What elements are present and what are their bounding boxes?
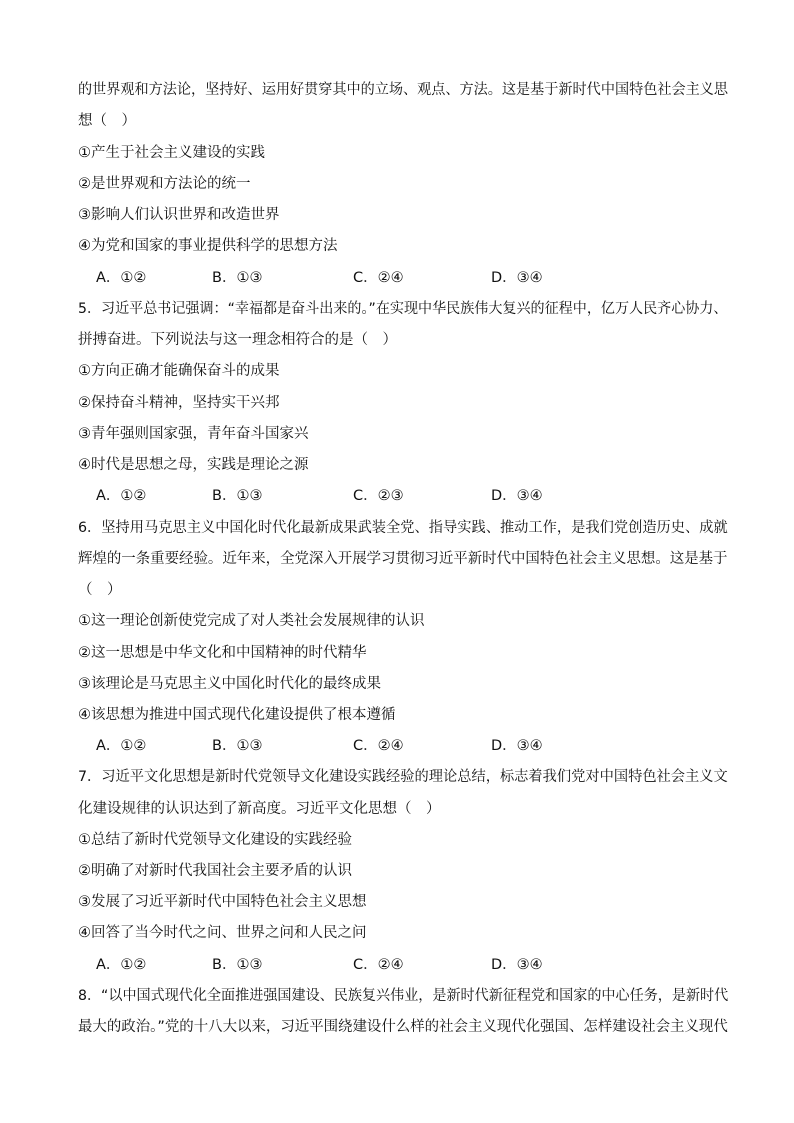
question-5-statement-2: ②保持奋斗精神，坚持实干兴邦 (78, 395, 280, 411)
question-7-statement-1: ①总结了新时代党领导文化建设的实践经验 (78, 832, 352, 848)
option-c[interactable]: C．②③ (353, 488, 404, 504)
option-d[interactable]: D．③④ (491, 270, 543, 286)
question-4-statement-2: ②是世界观和方法论的统一 (78, 176, 251, 192)
question-6-statement-1: ①这一理论创新使党完成了对人类社会发展规律的认识 (78, 613, 425, 629)
option-c[interactable]: C．②④ (353, 738, 404, 754)
option-b[interactable]: B．①③ (212, 957, 263, 973)
option-a[interactable]: A．①② (96, 488, 147, 504)
option-d[interactable]: D．③④ (491, 738, 543, 754)
option-b[interactable]: B．①③ (212, 738, 263, 754)
question-5-options (96, 486, 696, 506)
question-6-stem-line-1: 6．坚持用马克思主义中国化时代化最新成果武装全党、指导实践、推动工作，是我们党创造历史、成就 (78, 520, 728, 536)
question-5-statement-1: ①方向正确才能确保奋斗的成果 (78, 363, 280, 379)
option-c[interactable]: C．②④ (353, 957, 404, 973)
question-5-statement-3: ③青年强则国家强，青年奋斗国家兴 (78, 426, 309, 442)
question-6-statement-3: ③该理论是马克思主义中国化时代化的最终成果 (78, 676, 381, 692)
question-8-stem-line-1: 8．“以中国式现代化全面推进强国建设、民族复兴伟业，是新时代新征程党和国家的中心任务，是新时代 (78, 988, 729, 1004)
question-6-statement-2: ②这一思想是中华文化和中国精神的时代精华 (78, 645, 367, 661)
question-6-options (96, 736, 696, 756)
question-6-statement-4: ④该思想为推进中国式现代化建设提供了根本遵循 (78, 707, 396, 723)
question-7-statement-2: ②明确了对新时代我国社会主要矛盾的认识 (78, 863, 352, 879)
option-a[interactable]: A．①② (96, 738, 147, 754)
option-d[interactable]: D．③④ (491, 957, 543, 973)
question-5-stem-line-2: 拼搏奋进。下列说法与这一理念相符合的是（ ） (78, 332, 397, 348)
question-7-stem-line-1: 7．习近平文化思想是新时代党领导文化建设实践经验的理论总结，标志着我们党对中国特色社会主义文 (78, 769, 728, 785)
option-b[interactable]: B．①③ (212, 270, 263, 286)
question-6-stem-line-3: （ ） (78, 582, 122, 598)
question-7-options (96, 955, 696, 975)
question-5-stem-line-1: 5．习近平总书记强调：“幸福都是奋斗出来的。”在实现中华民族伟大复兴的征程中，亿万人民齐心协力、 (78, 301, 728, 317)
question-5-statement-4: ④时代是思想之母，实践是理论之源 (78, 457, 309, 473)
question-7-stem-line-2: 化建设规律的认识达到了新高度。习近平文化思想（ ） (78, 801, 441, 817)
question-6-stem-line-2: 辉煌的一条重要经验。近年来，全党深入开展学习贯彻习近平新时代中国特色社会主义思想。这是基于 (78, 551, 728, 567)
question-4-statement-3: ③影响人们认识世界和改造世界 (78, 207, 280, 223)
question-4-stem-line-1: 的世界观和方法论，坚持好、运用好贯穿其中的立场、观点、方法。这是基于新时代中国特色社会主义思 (78, 82, 728, 98)
question-4-stem-line-2: 想（ ） (78, 113, 136, 129)
option-a[interactable]: A．①② (96, 957, 147, 973)
option-b[interactable]: B．①③ (212, 488, 263, 504)
option-a[interactable]: A．①② (96, 270, 147, 286)
question-4-options (96, 268, 696, 288)
question-7-statement-4: ④回答了当今时代之问、世界之问和人民之问 (78, 925, 367, 941)
option-d[interactable]: D．③④ (491, 488, 543, 504)
question-4-statement-1: ①产生于社会主义建设的实践 (78, 145, 265, 161)
question-8-stem-line-2: 最大的政治。”党的十八大以来，习近平围绕建设什么样的社会主义现代化强国、怎样建设社会主义现代 (78, 1019, 728, 1035)
question-4-statement-4: ④为党和国家的事业提供科学的思想方法 (78, 238, 338, 254)
option-c[interactable]: C．②④ (353, 270, 404, 286)
question-7-statement-3: ③发展了习近平新时代中国特色社会主义思想 (78, 894, 367, 910)
